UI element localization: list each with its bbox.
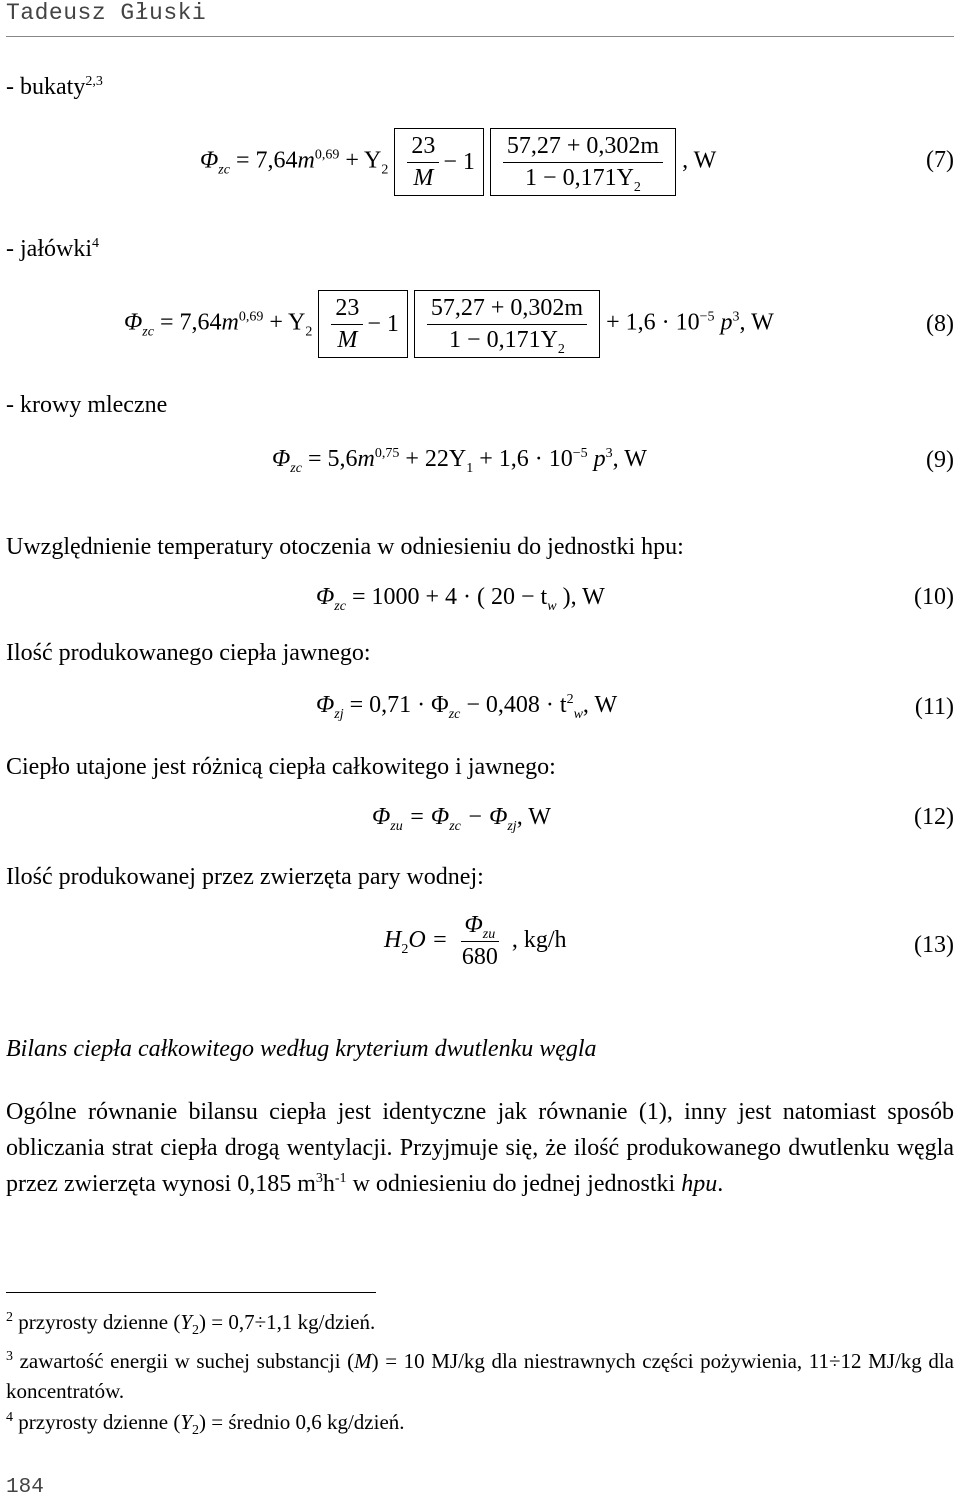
eq-fraction: $\frac{23}{M}$ <box>407 133 439 192</box>
eq-symbol: Φ <box>200 147 219 174</box>
eq-unit: , W <box>612 446 647 472</box>
intro-text-13: Ilość produkowanej przez zwierzęta pary wodnej: <box>6 864 484 890</box>
eq-symbol: Φ <box>124 309 143 336</box>
eq-unit: , W <box>516 804 551 830</box>
eq-subscript: w <box>573 706 583 722</box>
eq-exponent: 3 <box>605 446 613 461</box>
eq-variable: m <box>297 147 315 174</box>
eq-term: + 22Y <box>405 446 467 472</box>
equation-number-11: (11) <box>914 694 954 720</box>
eq-term: ) <box>562 584 571 610</box>
equation-12 <box>372 804 551 834</box>
section-label-bukaty <box>6 74 103 101</box>
eq-symbol: Φ <box>372 804 391 830</box>
intro-text-10: Uwzględnienie temperatury otoczenia w odniesieniu do jednostki hpu: <box>6 534 684 560</box>
eq-unit: , W <box>682 147 717 174</box>
eq-subscript: 1 <box>466 460 474 476</box>
eq-variable: H <box>384 927 402 954</box>
eq-term: − 1 <box>367 310 399 337</box>
equation-number-7: (7) <box>926 147 954 173</box>
eq-term: = 0,71 · Φ <box>349 692 449 718</box>
eq-term: = 5,6 <box>307 446 358 472</box>
intro-text-12: Ciepło utajone jest różnicą ciepła całkowitego i jawnego: <box>6 754 556 780</box>
footnote-mark: 2 <box>6 1310 13 1325</box>
eq-bracket <box>490 128 676 196</box>
equation-number-8: (8) <box>926 311 954 337</box>
section-label-krowy: - krowy mleczne <box>6 392 168 418</box>
eq-subscript: 2 <box>401 941 409 957</box>
eq-exponent: 3 <box>732 309 740 325</box>
eq-term: O = <box>408 927 448 954</box>
equation-number-12: (12) <box>914 804 954 830</box>
eq-exponent: 0,69 <box>314 147 340 163</box>
eq-subscript: zc <box>448 706 461 722</box>
eq-term: = 7,64 <box>235 147 298 174</box>
eq-exponent: −5 <box>572 446 588 461</box>
footnote-ref: 4 <box>91 236 99 251</box>
footnote-4: $^4$ przyrosty dzienne $(Y_2)$ = średnio 0,6 kg/dzień. <box>6 1410 405 1439</box>
equation-number-9: (9) <box>926 447 954 473</box>
eq-fraction: $\frac{23}{M}$ <box>331 295 363 354</box>
body-paragraph: Ogólne równanie bilansu ciepła jest identyczne jak równanie (1), inny jest natomiast sposób obliczania strat ciepła drogą wentylacji. Przyjmuje się, że ilość produkowanego dwutlenku węgla przez zwierzęta wynosi 0,185 $m^3h^{-1}$ w odniesieniu do jednej jednostki hpu. <box>6 1099 954 1197</box>
header-rule <box>6 36 954 37</box>
eq-exponent: 0,69 <box>238 309 264 325</box>
eq-variable: p <box>720 309 733 336</box>
eq-variable: p <box>593 446 606 472</box>
footnote-rule <box>6 1292 376 1293</box>
eq-unit: , W <box>739 309 774 336</box>
eq-variable: m <box>357 446 375 472</box>
section-label-text: - jałówki <box>6 236 92 262</box>
eq-bracket <box>394 128 484 196</box>
eq-subscript: zc <box>142 324 154 340</box>
eq-subscript: w <box>547 598 557 614</box>
eq-exponent: −5 <box>699 309 715 325</box>
footnote-mark: 3 <box>6 1349 13 1364</box>
eq-term: + Y <box>269 309 306 336</box>
eq-subscript: 2 <box>305 324 313 340</box>
eq-subscript: zu <box>390 818 403 834</box>
eq-subscript: 2 <box>381 162 389 178</box>
section-label-jalowki <box>6 236 99 263</box>
equation-9 <box>272 446 647 476</box>
equation-7 <box>200 128 716 196</box>
equation-number-13: (13) <box>914 932 954 958</box>
page-number: 184 <box>6 1476 44 1499</box>
eq-fraction: $\frac{57,27 + 0,302m}{1 - 0,171Y_2}$ <box>427 295 587 354</box>
eq-term: − 0,408 · t <box>466 692 567 718</box>
eq-subscript: zj <box>507 818 517 834</box>
eq-bracket <box>414 290 600 358</box>
eq-term: + Y <box>345 147 382 174</box>
equation-11 <box>316 692 618 722</box>
eq-term: + 1,6 · 10 <box>479 446 573 472</box>
eq-fraction: $\frac{57,27 + 0,302m}{1 - 0,171Y_2}$ <box>503 133 663 192</box>
eq-term: − 1 <box>443 148 475 175</box>
eq-subscript: zc <box>290 460 302 476</box>
eq-bracket <box>318 290 408 358</box>
eq-term: = 1000 + 4 · ( 20 − t <box>351 584 548 610</box>
eq-unit: , W <box>582 692 618 718</box>
footnote-mark: 4 <box>6 1410 13 1425</box>
eq-variable: m <box>221 309 239 336</box>
eq-term: = 7,64 <box>159 309 222 336</box>
eq-symbol: Φ <box>272 446 291 472</box>
eq-subscript: zc <box>334 598 346 614</box>
eq-term: − Φ <box>466 804 508 830</box>
footnote-2: $^2$ przyrosty dzienne $(Y_2) = 0,7\div 1,1$ kg/dzień. <box>6 1310 376 1339</box>
eq-symbol: Φ <box>316 584 335 610</box>
eq-subscript: zc <box>218 162 230 178</box>
equation-number-10: (10) <box>914 584 954 610</box>
equation-10 <box>316 584 605 614</box>
eq-subscript: zj <box>334 706 344 722</box>
eq-term: + 1,6 · 10 <box>606 309 700 336</box>
section-heading: Bilans ciepła całkowitego według kryterium dwutlenku węgla <box>6 1036 597 1062</box>
eq-subscript: zc <box>449 818 461 834</box>
intro-text-11: Ilość produkowanego ciepła jawnego: <box>6 640 371 666</box>
eq-exponent: 2 <box>566 692 574 707</box>
eq-unit: , W <box>570 584 605 610</box>
section-label-text: - bukaty <box>6 74 86 100</box>
footnote-ref: 2,3 <box>85 74 103 89</box>
eq-symbol: Φ <box>316 692 335 718</box>
eq-unit: , kg/h <box>511 927 567 954</box>
equation-8 <box>124 290 774 358</box>
eq-exponent: 0,75 <box>374 446 400 461</box>
running-header: Tadeusz Głuski <box>6 0 207 26</box>
equation-13 <box>384 912 567 971</box>
footnote-3: $^3$ zawartość energii w suchej substancji (M) = 10 MJ/kg dla niestrawnych części pożywienia, 11÷12 MJ/kg dla koncentratów. <box>6 1349 954 1403</box>
eq-term: = Φ <box>408 804 450 830</box>
eq-fraction: $\frac{\Phi_{zu}}{680}$ <box>461 912 498 970</box>
